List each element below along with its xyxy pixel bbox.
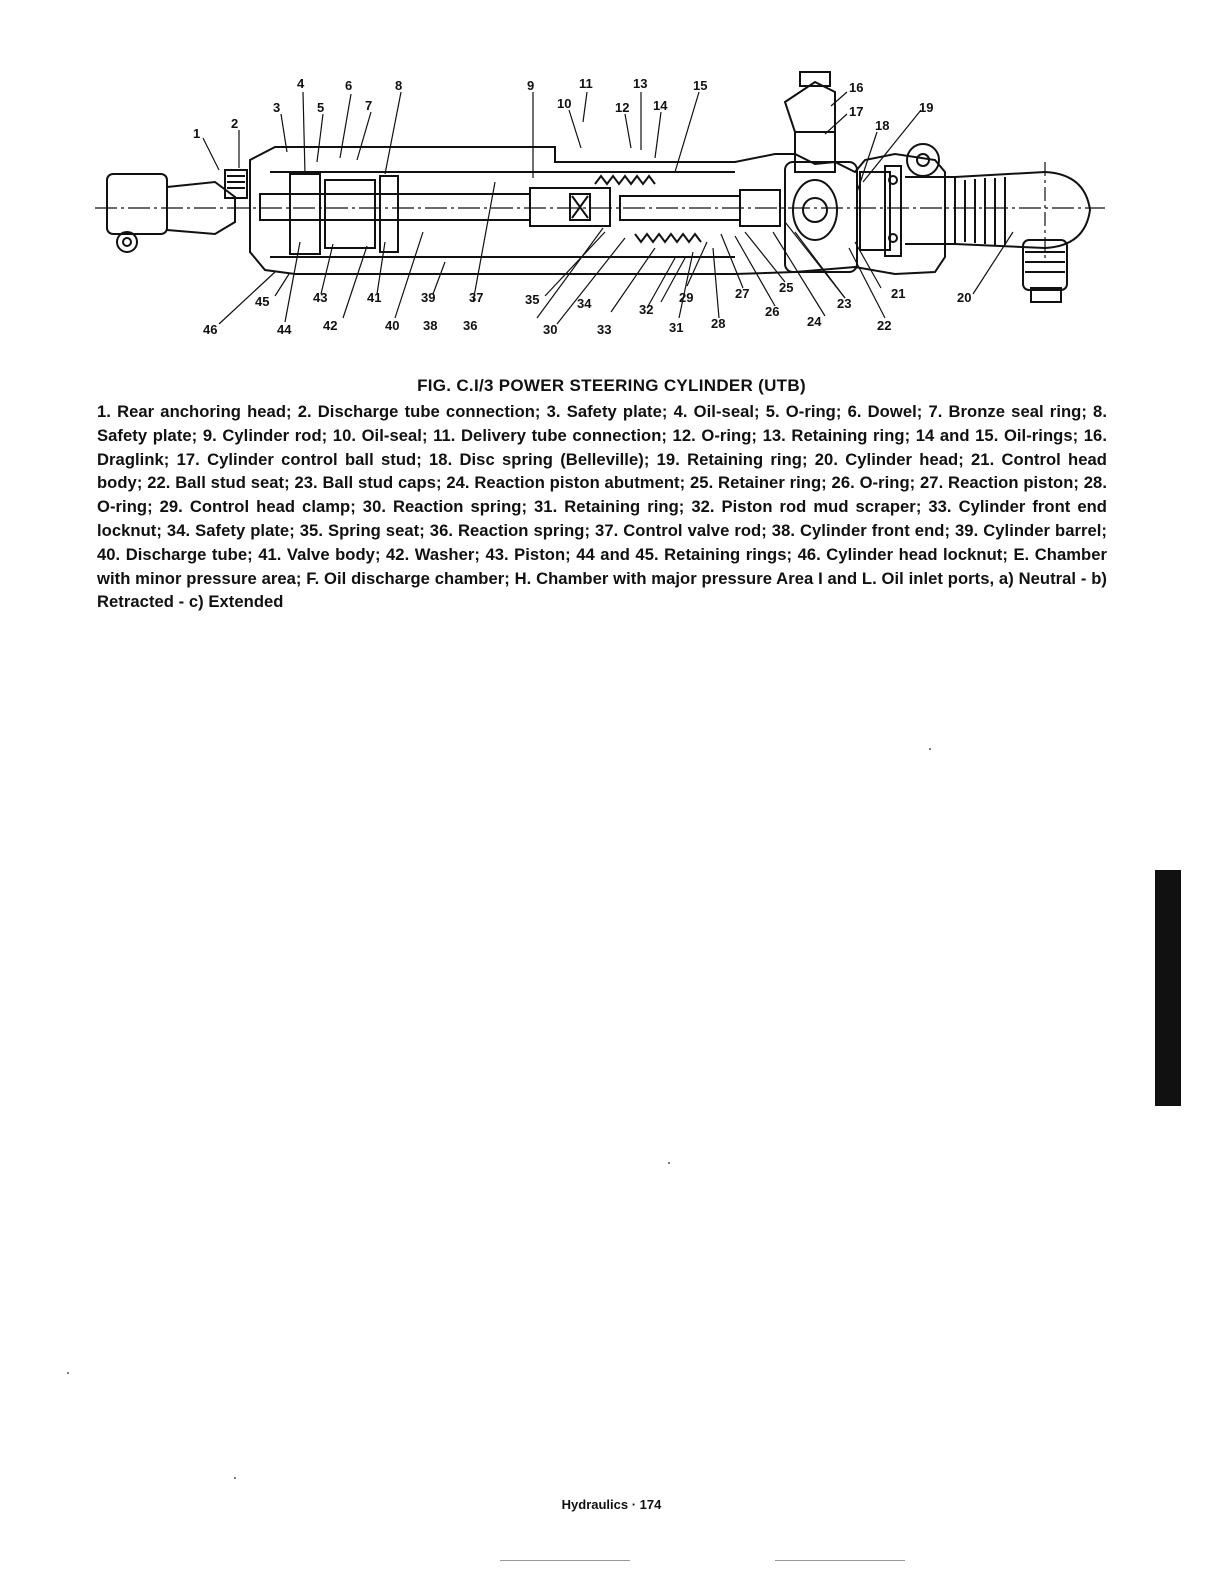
callout-27: 27 — [735, 286, 750, 301]
callout-11: 11 — [579, 76, 593, 91]
callout-12: 12 — [615, 100, 630, 115]
callout-42: 42 — [323, 318, 338, 333]
cylinder-barrel-shape — [250, 147, 945, 274]
cylinder-drawing — [95, 62, 1115, 352]
callout-30: 30 — [543, 322, 558, 337]
draglink-shape — [785, 82, 835, 132]
figure-title: FIG. C.I/3 POWER STEERING CYLINDER (UTB) — [417, 376, 806, 395]
callout-23: 23 — [837, 296, 852, 311]
callout-24: 24 — [807, 314, 822, 329]
callout-43: 43 — [313, 290, 328, 305]
callout-19: 19 — [919, 100, 934, 115]
callout-2: 2 — [231, 116, 239, 131]
callout-4: 4 — [297, 76, 305, 91]
callout-44: 44 — [277, 322, 292, 337]
scan-speck — [929, 748, 931, 750]
callout-31: 31 — [669, 320, 684, 335]
callout-29: 29 — [679, 290, 694, 305]
callout-46: 46 — [203, 322, 218, 337]
scan-speck — [234, 1477, 236, 1479]
callout-15: 15 — [693, 78, 708, 93]
callout-26: 26 — [765, 304, 780, 319]
callout-45: 45 — [255, 294, 270, 309]
rear-anchor-head-shape — [107, 174, 167, 234]
callout-32: 32 — [639, 302, 654, 317]
callout-7: 7 — [365, 98, 373, 113]
callout-33: 33 — [597, 322, 612, 337]
callout-41: 41 — [367, 290, 382, 305]
callout-25: 25 — [779, 280, 794, 295]
callout-21: 21 — [891, 286, 906, 301]
callout-40: 40 — [385, 318, 400, 333]
callout-9: 9 — [527, 78, 535, 93]
callout-20: 20 — [957, 290, 972, 305]
callout-10: 10 — [557, 96, 572, 111]
callout-34: 34 — [577, 296, 592, 311]
callout-3: 3 — [273, 100, 281, 115]
callout-17: 17 — [849, 104, 864, 119]
scan-rule — [775, 1560, 905, 1561]
cylinder-diagram — [95, 62, 1115, 352]
callout-39: 39 — [421, 290, 436, 305]
scan-rule — [500, 1560, 630, 1561]
scan-speck — [67, 1372, 69, 1374]
figure-legend: 1. Rear anchoring head; 2. Discharge tube connection; 3. Safety plate; 4. Oil-seal; 5. O-ring; 6. Dowel; 7. Bronze seal ring; 8. Safety plate; 9. Cylinder rod; 10. Oil-seal; 11. Delivery tube connection; 12. O-ring; 13. Retaining ring; 14 and 15. Oil-rings; 16. Draglink; 17. Cylinder control ball stud; 18. Disc spring (Belleville); 19. Retaining ring; 20. Cylinder head; 21. Control head body; 22. Ball stud seat; 23. Ball stud caps; 24. Reaction piston abutment; 25. Retainer ring; 26. O-ring; 27. Reaction piston; 28. O-ring; 29. Control head clamp; 30. Reaction spring; 31. Retaining ring; 32. Piston rod mud scraper; 33. Cylinder front end locknut; 34. Safety plate; 35. Spring seat; 36. Reaction spring; 37. Control valve rod; 38. Cylinder front end; 39. Cylinder barrel; 40. Discharge tube; 41. Valve body; 42. Washer; 43. Piston; 44 and 45. Retaining rings; 46. Cylinder head locknut; E. Chamber with minor pressure area; F. Oil discharge chamber; H. Chamber with major pressure Area I and L. Oil inlet ports, a) Neutral - b) Retracted - c) Extended — [97, 402, 1107, 612]
callout-18: 18 — [875, 118, 890, 133]
callout-13: 13 — [633, 76, 648, 91]
callout-22: 22 — [877, 318, 892, 333]
callout-5: 5 — [317, 100, 325, 115]
callout-28: 28 — [711, 316, 726, 331]
callout-38: 38 — [423, 318, 438, 333]
page-footer: Hydraulics · 174 — [561, 1497, 662, 1512]
callout-36: 36 — [463, 318, 478, 333]
callout-37: 37 — [469, 290, 484, 305]
callout-35: 35 — [525, 292, 540, 307]
callout-6: 6 — [345, 78, 353, 93]
callout-8: 8 — [395, 78, 403, 93]
section-edge-tab — [1155, 870, 1181, 1106]
callout-1: 1 — [193, 126, 201, 141]
callout-14: 14 — [653, 98, 668, 113]
callout-16: 16 — [849, 80, 864, 95]
scan-speck — [668, 1162, 670, 1164]
